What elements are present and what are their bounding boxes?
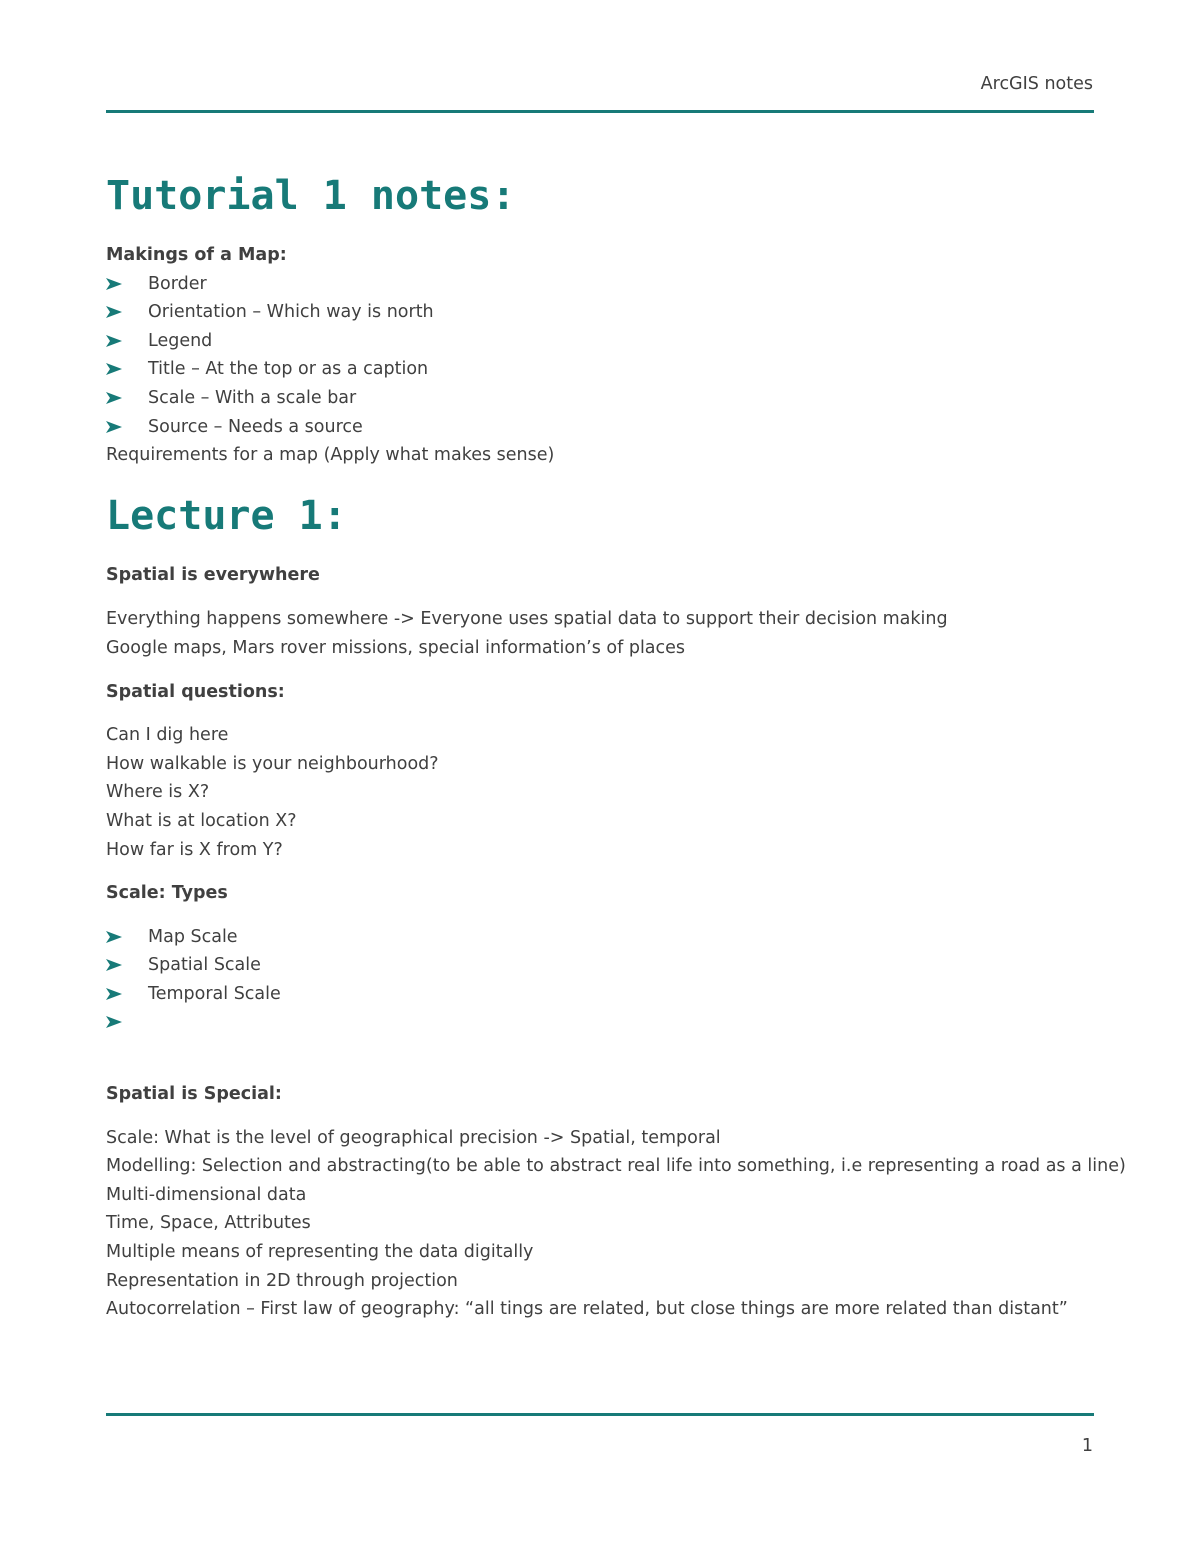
triangle-flag-icon	[106, 931, 122, 943]
list-item: Map Scale	[106, 923, 1094, 952]
scale-types-title: Scale: Types	[106, 883, 228, 904]
question-line: Where is X?	[106, 782, 210, 803]
question-line: How walkable is your neighbourhood?	[106, 753, 439, 774]
list-item: Spatial Scale	[106, 951, 1094, 980]
triangle-flag-icon	[106, 306, 122, 318]
paragraph-line: Scale: What is the level of geographical precision -> Spatial, temporal	[106, 1127, 721, 1148]
list-item: Source – Needs a source	[106, 413, 1094, 442]
triangle-flag-icon	[106, 278, 122, 290]
paragraph-line: Autocorrelation – First law of geography: “all tings are related, but close things are more related than distant”	[106, 1299, 1068, 1320]
paragraph-line: Everything happens somewhere -> Everyone uses spatial data to support their decision making	[106, 609, 948, 630]
list-item: Scale – With a scale bar	[106, 384, 1094, 413]
question-line: Can I dig here	[106, 725, 229, 746]
spatial-special-title: Spatial is Special:	[106, 1084, 282, 1105]
triangle-flag-icon	[106, 363, 122, 375]
triangle-flag-icon	[106, 421, 122, 433]
spatial-everywhere-title: Spatial is everywhere	[106, 564, 320, 585]
footer-rule	[106, 1413, 1094, 1416]
running-header: ArcGIS notes	[980, 74, 1093, 94]
paragraph-line: Multi-dimensional data	[106, 1184, 307, 1205]
page-body	[106, 170, 1126, 1324]
list-item: Legend	[106, 327, 1094, 356]
list-item: Temporal Scale	[106, 980, 1094, 1009]
tutorial-heading: Tutorial 1 notes:	[106, 173, 516, 219]
list-item	[106, 1008, 1094, 1037]
list-item: Border	[106, 270, 1094, 299]
header-rule	[106, 110, 1094, 113]
makings-subheading: Makings of a Map:	[106, 245, 287, 265]
list-item: Orientation – Which way is north	[106, 298, 1094, 327]
paragraph-line: Representation in 2D through projection	[106, 1270, 458, 1291]
paragraph-line: Modelling: Selection and abstracting(to be able to abstract real life into something, i.e representing a road as a line)	[106, 1156, 1126, 1177]
paragraph-line: Time, Space, Attributes	[106, 1213, 311, 1234]
triangle-flag-icon	[106, 392, 122, 404]
triangle-flag-icon	[106, 959, 122, 971]
requirements-line: Requirements for a map (Apply what makes sense)	[106, 445, 555, 466]
list-item: Title – At the top or as a caption	[106, 355, 1094, 384]
scale-types-list	[106, 923, 1094, 1037]
paragraph-line: Multiple means of representing the data digitally	[106, 1242, 534, 1263]
page-number: 1	[1081, 1436, 1093, 1456]
triangle-flag-icon	[106, 1016, 122, 1028]
paragraph-line: Google maps, Mars rover missions, special information’s of places	[106, 637, 686, 658]
lecture-heading: Lecture 1:	[106, 492, 347, 539]
question-line: What is at location X?	[106, 810, 297, 831]
triangle-flag-icon	[106, 335, 122, 347]
triangle-flag-icon	[106, 988, 122, 1000]
question-line: How far is X from Y?	[106, 839, 283, 860]
spatial-questions-title: Spatial questions:	[106, 681, 285, 702]
makings-list	[106, 270, 1094, 442]
